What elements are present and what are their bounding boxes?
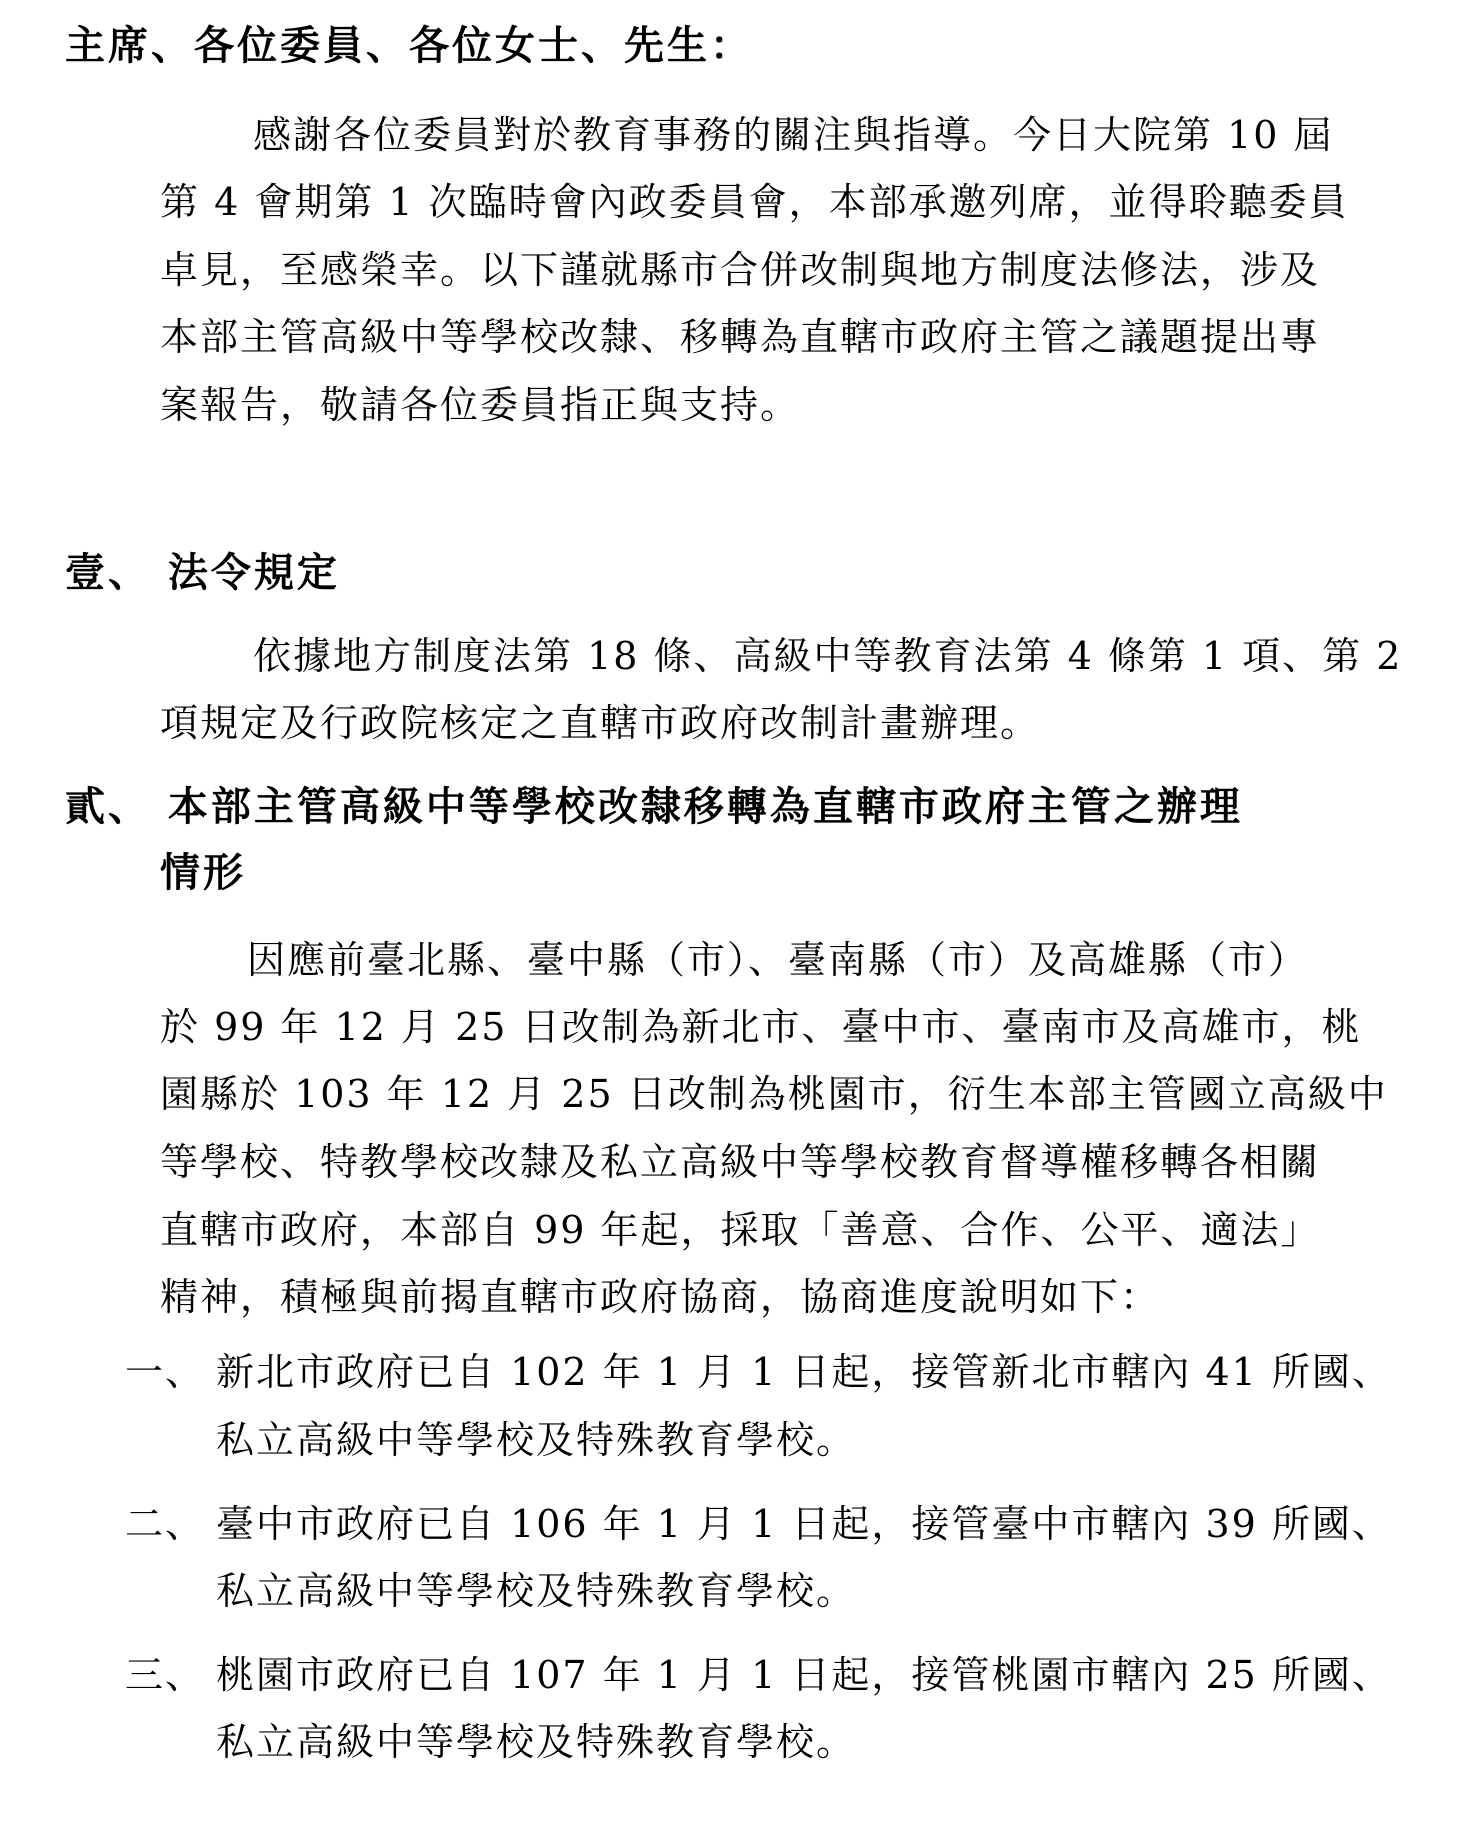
section-2-body-line-1: 因應前臺北縣、臺中縣（市）、臺南縣（市）及高雄縣（市）: [247, 938, 1309, 982]
section-1-body-line-1: 依據地方制度法第 18 條、高級中等教育法第 4 條第 1 項、第 2: [253, 634, 1403, 678]
section-2-title-line-2: 情形: [160, 850, 246, 896]
section-2-title-line-1: 貳、 本部主管高級中等學校改隸移轉為直轄市政府主管之辦理: [65, 784, 1243, 830]
section-2-body-line-6: 精神，積極與前揭直轄市政府協商，協商進度說明如下：: [160, 1275, 1161, 1319]
intro-line-5: 案報告，敬請各位委員指正與支持。: [160, 383, 801, 427]
intro-line-1: 感謝各位委員對於教育事務的關注與指導。今日大院第 10 屆: [253, 113, 1334, 157]
list-item-marker: 三、: [125, 1653, 206, 1697]
section-2-body-line-3: 園縣於 103 年 12 月 25 日改制為桃園市，衍生本部主管國立高級中: [160, 1072, 1388, 1116]
section-2-body-line-2: 於 99 年 12 月 25 日改制為新北市、臺中市、臺南市及高雄市，桃: [160, 1005, 1362, 1049]
greeting-heading: 主席、各位委員、各位女士、先生：: [65, 23, 753, 69]
list-item-text-line-1: 臺中市政府已自 106 年 1 月 1 日起，接管臺中市轄內 39 所國、: [216, 1502, 1392, 1546]
list-item-text-line-2: 私立高級中等學校及特殊教育學校。: [216, 1569, 857, 1613]
list-item-marker: 一、: [125, 1350, 206, 1394]
intro-line-4: 本部主管高級中等學校改隸、移轉為直轄市政府主管之議題提出專: [160, 315, 1321, 359]
list-item-text-line-2: 私立高級中等學校及特殊教育學校。: [216, 1418, 857, 1462]
section-1-title: 壹、 法令規定: [65, 550, 340, 596]
section-2-body-line-5: 直轄市政府，本部自 99 年起，採取「善意、合作、公平、適法」: [160, 1208, 1321, 1252]
intro-line-3: 卓見，至感榮幸。以下謹就縣市合併改制與地方制度法修法，涉及: [160, 248, 1321, 292]
section-1-body-line-2: 項規定及行政院核定之直轄市政府改制計畫辦理。: [160, 701, 1041, 745]
list-item-text-line-1: 新北市政府已自 102 年 1 月 1 日起，接管新北市轄內 41 所國、: [216, 1350, 1392, 1394]
list-item-text-line-1: 桃園市政府已自 107 年 1 月 1 日起，接管桃園市轄內 25 所國、: [216, 1653, 1392, 1697]
section-2-body-line-4: 等學校、特教學校改隸及私立高級中等學校教育督導權移轉各相關: [160, 1140, 1321, 1184]
list-item-marker: 二、: [125, 1502, 206, 1546]
intro-line-2: 第 4 會期第 1 次臨時會內政委員會，本部承邀列席，並得聆聽委員: [160, 180, 1349, 224]
list-item-text-line-2: 私立高級中等學校及特殊教育學校。: [216, 1720, 857, 1764]
